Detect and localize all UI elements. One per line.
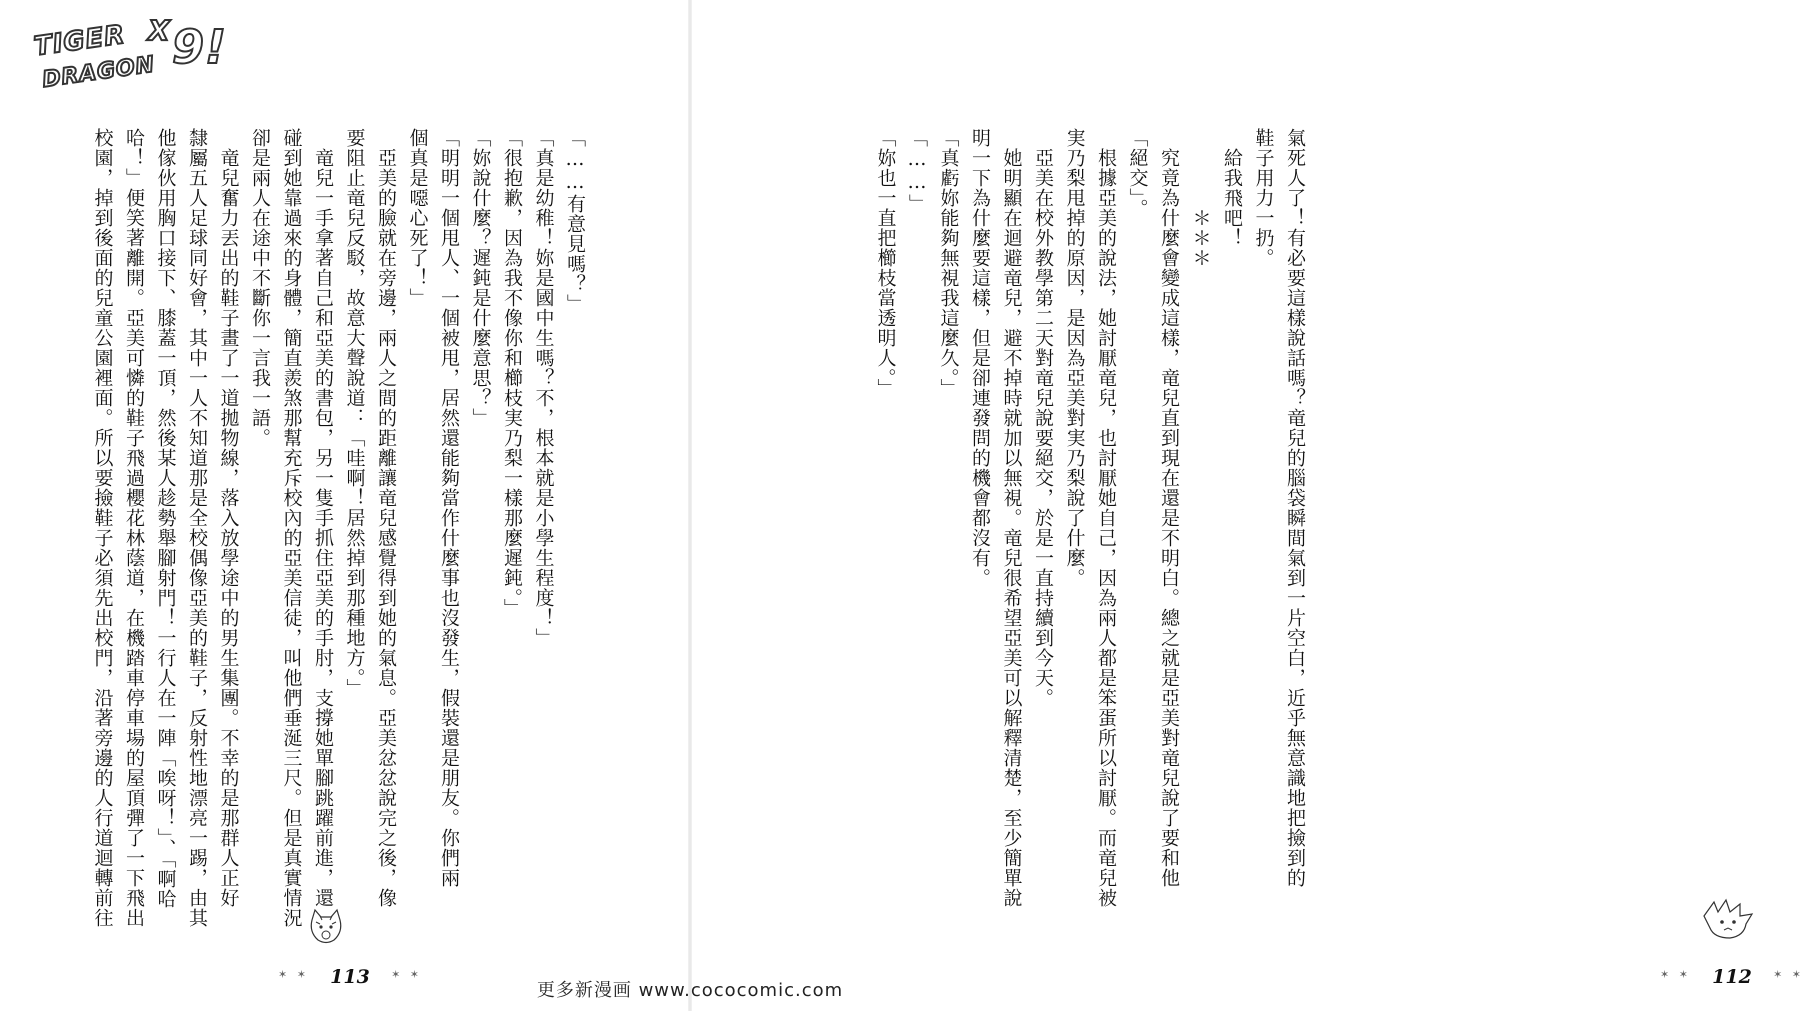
right-page-folio [1652, 938, 1812, 998]
text-line: 亞美的臉就在旁邊，兩人之間的距離讓竜兒感覺得到她的氣息。亞美忿忿說完之後，像 [375, 128, 397, 908]
text-line: 氣死人了！有必要這樣說話嗎？竜兒的腦袋瞬間氣到一片空白，近乎無意識地把撿到的 [1284, 128, 1306, 888]
text-line: 「妳說什麼？遲鈍是什麼意思？」 [469, 128, 492, 428]
text-line: 「絕交」。 [1126, 128, 1149, 219]
page-number: 112 [1712, 966, 1752, 988]
text-line: 竜兒奮力丟出的鞋子畫了一道拋物線，落入放學途中的男生集團。不幸的是那群人正好 [217, 128, 240, 908]
right-page-text [874, 128, 1310, 908]
text-line: 竜兒一手拿著自己和亞美的書包，另一隻手抓住亞美的手肘，支撐她單腳跳躍前進，還 [312, 128, 334, 908]
text-line: 校園，掉到後面的兒童公園裡面。所以要撿鞋子必須先出校門，沿著旁邊的人行道迴轉前往 [91, 128, 114, 928]
star-ornament-icon: ✶ ✶ [1660, 968, 1691, 981]
logo-x: X [148, 14, 171, 47]
text-line: 根據亞美的說法，她討厭竜兒，也討厭她自己，因為兩人都是笨蛋所以討厭。而竜兒被 [1095, 128, 1117, 908]
text-line: 実乃梨甩掉的原因，是因為亞美對実乃梨說了什麼。 [1063, 128, 1086, 588]
left-page-text [50, 128, 590, 928]
star-ornament-icon: ✶ ✶ [391, 968, 422, 981]
star-ornament-icon: ✶ ✶ [1773, 968, 1804, 981]
text-line: 「妳也一直把櫛枝當透明人。」 [874, 128, 897, 399]
text-line: 究竟為什麼會變成這樣，竜兒直到現在還是不明白。總之就是亞美對竜兒說了要和他 [1158, 128, 1180, 888]
text-line: 「……」 [906, 128, 928, 214]
text-line: 哈！」便笑著離開。亞美可憐的鞋子飛過櫻花林蔭道，在機踏車停車場的屋頂彈了一下飛出 [123, 128, 145, 928]
series-logo [28, 14, 228, 100]
text-line: 碰到她靠過來的身體，簡直羨煞那幫充斥校內的亞美信徒，叫他們垂涎三尺。但是真實情況 [280, 128, 303, 928]
star-ornament-icon: ✶ ✶ [278, 968, 309, 981]
text-line: ＊＊＊ [1189, 128, 1212, 268]
text-line: 個真是噁心死了！」 [406, 128, 429, 308]
left-page [0, 0, 690, 1011]
logo-line-1: TIGER [32, 19, 128, 63]
text-line: 她明顯在迴避竜兒，避不掉時就加以無視。竜兒很希望亞美可以解釋清楚，至少簡單說 [1000, 128, 1023, 908]
text-line: 他傢伙用胸口接下、膝蓋一頂，然後某人趁勢舉腳射門！一行人在一陣「唉呀！」、「啊哈 [154, 128, 177, 909]
text-line: 「明明一個甩人、一個被甩，居然還能夠當作什麼事也沒發生，假裝還是朋友。你們兩 [438, 128, 460, 888]
site-watermark: 更多新漫画 www.cococomic.com [536, 980, 844, 1001]
text-line: 鞋子用力一扔。 [1252, 128, 1275, 268]
page-number: 113 [330, 966, 370, 988]
logo-line-2: DRAGON [40, 52, 157, 93]
dragon-mascot-icon [1700, 896, 1760, 944]
text-line: 「很抱歉，因為我不像你和櫛枝実乃梨一樣那麼遲鈍。」 [501, 128, 523, 619]
text-line: 要阻止竜兒反駁，故意大聲說道：「哇啊！居然掉到那種地方。」 [343, 128, 366, 699]
text-line: 明一下為什麼要這樣，但是卻連發問的機會都沒有。 [969, 128, 991, 588]
text-line: 隸屬五人足球同好會，其中一人不知道那是全校偶像亞美的鞋子，反射性地漂亮一踢，由其 [186, 128, 208, 928]
text-line: 給我飛吧！ [1221, 128, 1243, 248]
text-line: 「真是幼稚！妳是國中生嗎？不，根本就是小學生程度！」 [532, 128, 555, 648]
logo-volume: 9! [172, 20, 227, 74]
text-line: 卻是兩人在途中不斷你一言我一語。 [249, 128, 271, 448]
text-line: 「真虧妳能夠無視我這麼久。」 [937, 128, 960, 399]
text-line: 「……有意見嗎？」 [564, 128, 586, 314]
right-page [690, 0, 1804, 1011]
text-line: 亞美在校外教學第二天對竜兒說要絕交，於是一直持續到今天。 [1032, 128, 1054, 708]
